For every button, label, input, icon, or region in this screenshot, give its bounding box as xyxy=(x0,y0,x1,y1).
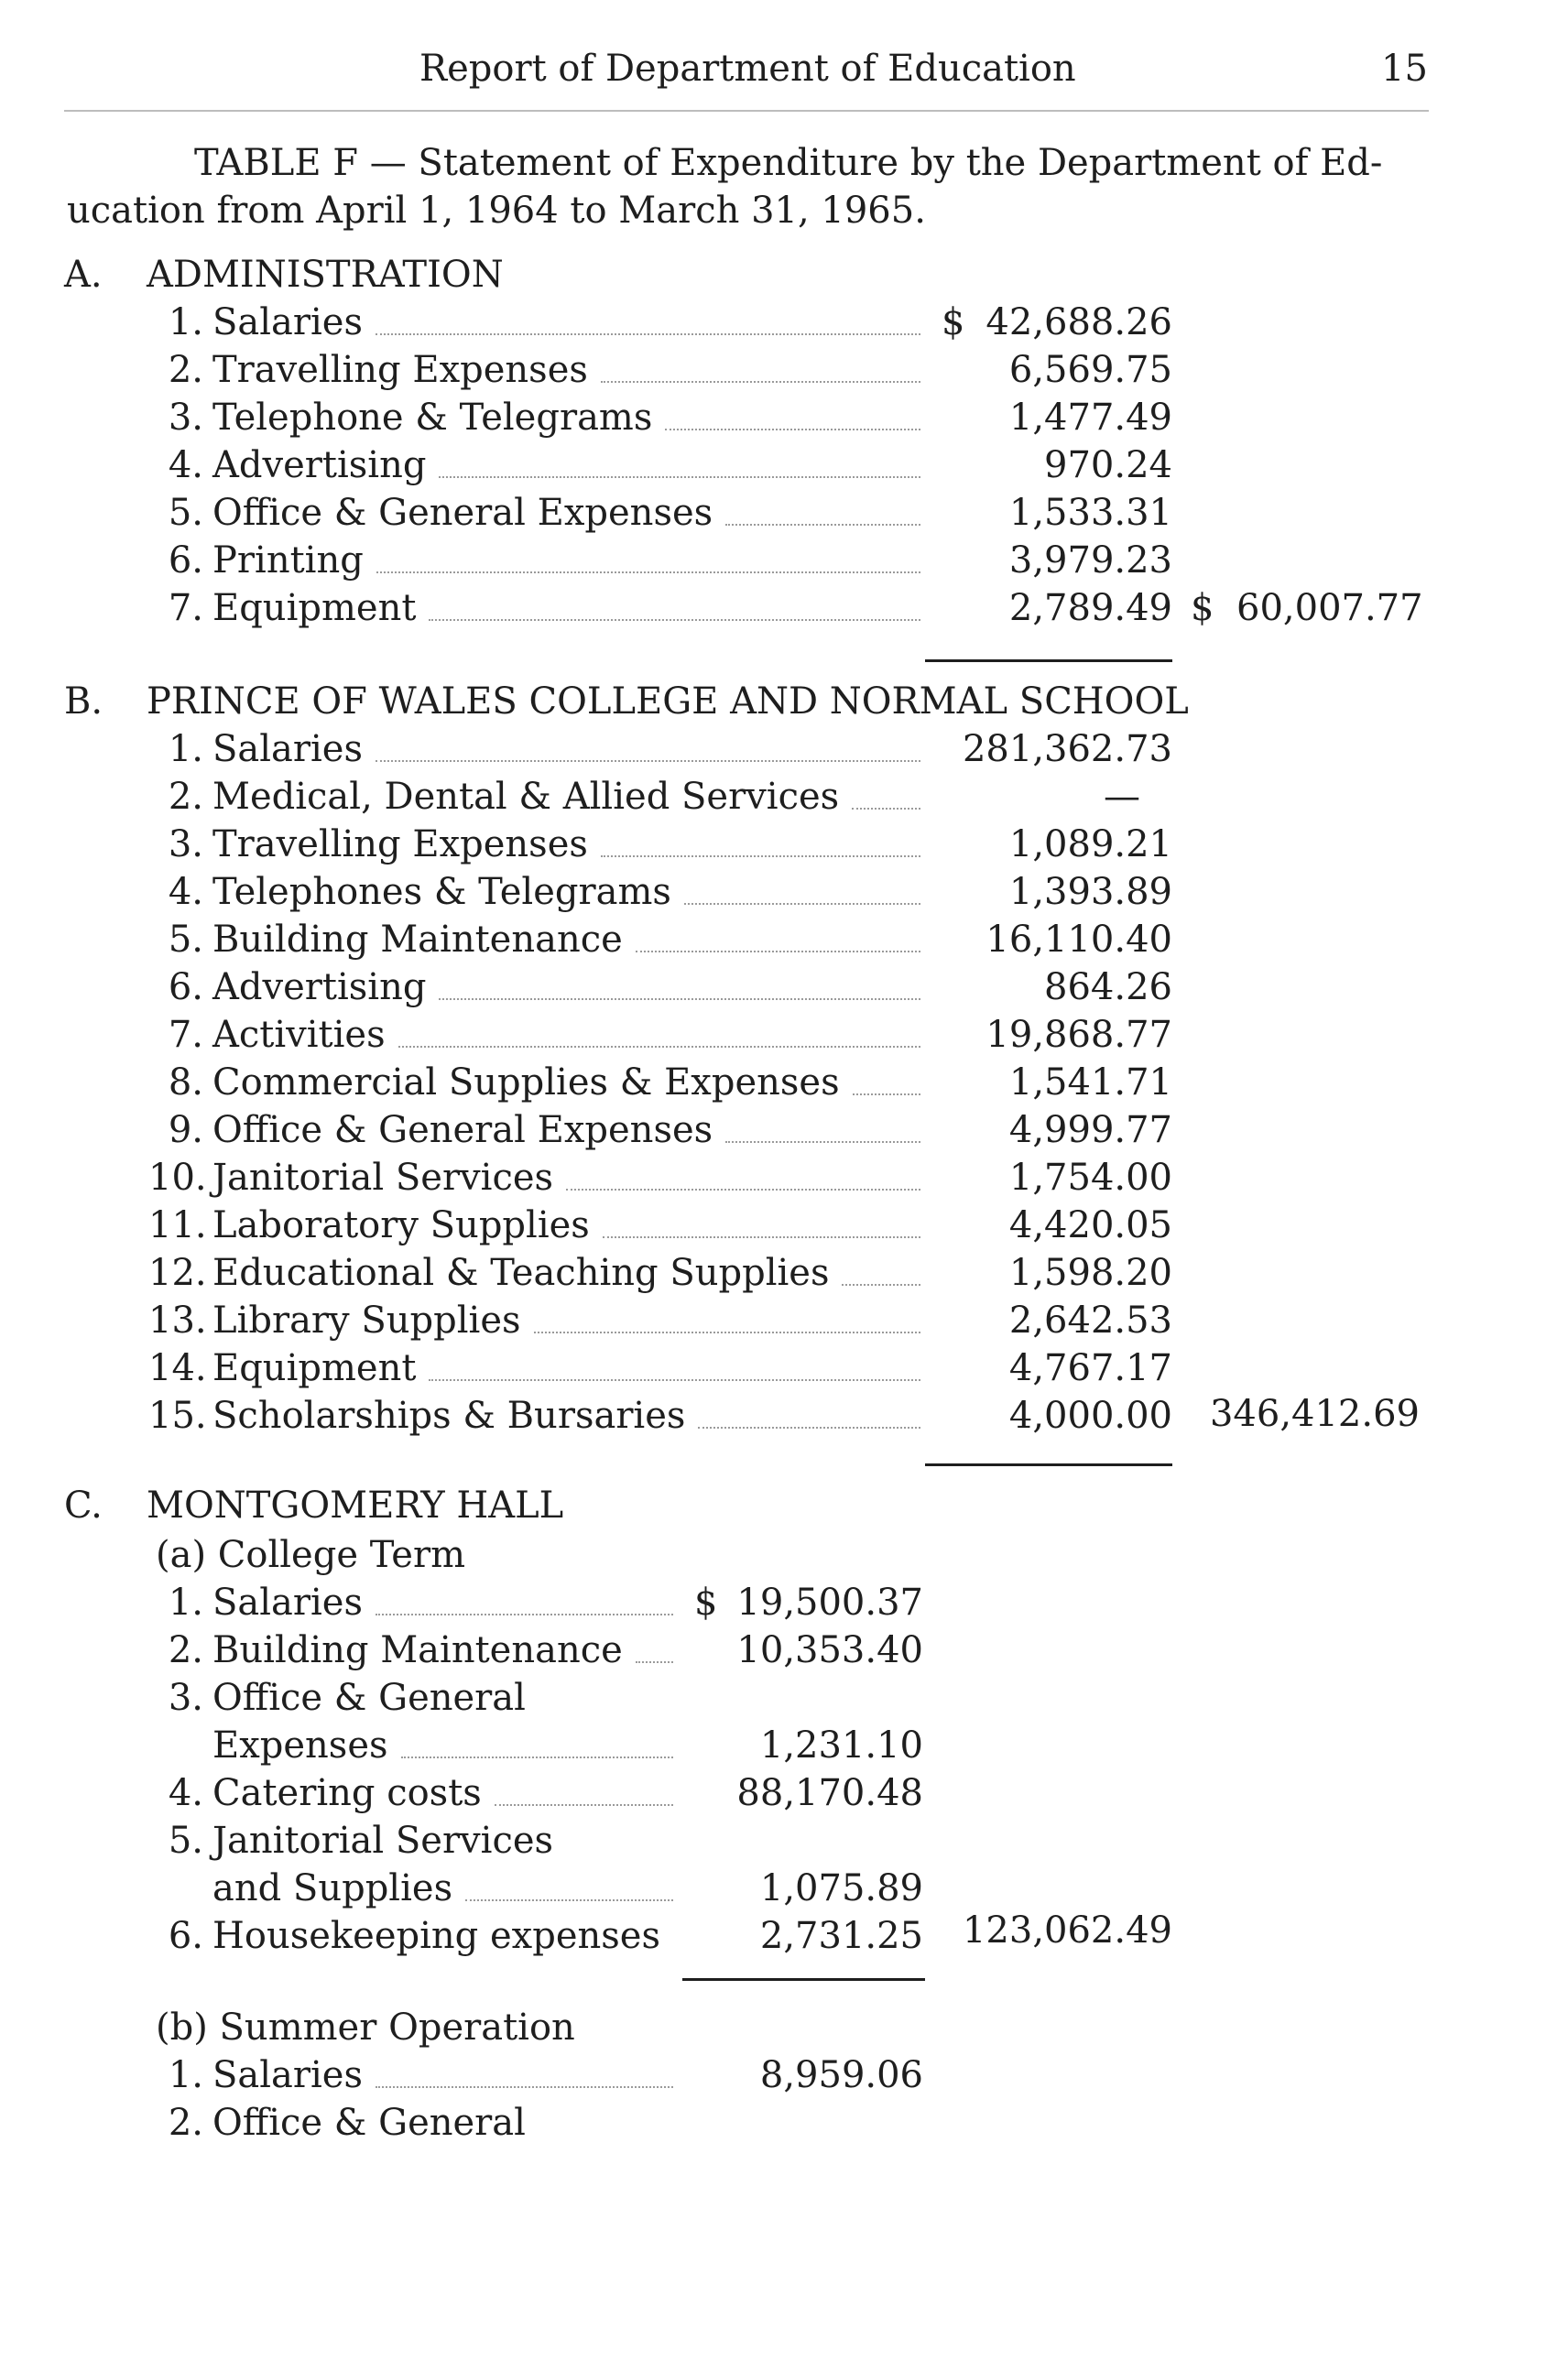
list-item xyxy=(0,346,1568,394)
section-c-sub-b-heading: (b) Summer Operation xyxy=(156,2007,575,2049)
item-number: 10. xyxy=(148,1157,207,1199)
item-number: 5. xyxy=(168,492,203,534)
item-label: Office & General xyxy=(212,1677,526,1719)
leader-dots xyxy=(398,1046,920,1048)
item-number: 3. xyxy=(168,823,203,865)
item-label: Salaries xyxy=(212,1582,364,1624)
item-amount: 970.24 xyxy=(1044,444,1172,486)
item-label: Telephones & Telegrams xyxy=(212,871,671,913)
item-number: 14. xyxy=(148,1347,207,1389)
item-amount: 4,767.17 xyxy=(1008,1347,1172,1389)
list-item-continued xyxy=(0,1722,1568,1769)
leader-dots xyxy=(439,998,920,1000)
list-item xyxy=(0,1297,1568,1344)
item-amount: 1,075.89 xyxy=(759,1867,923,1909)
item-amount: 4,420.05 xyxy=(1008,1204,1172,1246)
item-label-continued: and Supplies xyxy=(212,1867,453,1909)
leader-dots xyxy=(534,1332,920,1333)
list-item xyxy=(0,1249,1568,1297)
list-item xyxy=(0,1059,1568,1106)
item-number: 4. xyxy=(168,444,203,486)
section-b-total: 346,412.69 xyxy=(1209,1393,1420,1435)
item-amount: 1,393.89 xyxy=(1008,871,1172,913)
list-item-continued xyxy=(0,1865,1568,1912)
leader-dots xyxy=(698,1427,920,1429)
currency-sign: $ xyxy=(942,301,965,343)
list-item xyxy=(0,1202,1568,1249)
item-number: 2. xyxy=(168,349,203,391)
list-item xyxy=(0,1912,1568,1960)
item-label: Educational & Teaching Supplies xyxy=(212,1252,830,1294)
leader-dots xyxy=(636,951,920,952)
item-label: Janitorial Services xyxy=(212,1820,554,1862)
item-label: Catering costs xyxy=(212,1772,482,1814)
list-item xyxy=(0,725,1568,773)
leader-dots xyxy=(665,429,920,430)
item-amount: 2,642.53 xyxy=(1008,1300,1172,1342)
list-item xyxy=(0,537,1568,584)
item-label: Salaries xyxy=(212,301,364,343)
leader-dots xyxy=(725,524,920,526)
item-amount: 19,868.77 xyxy=(985,1014,1172,1056)
item-amount: 19,500.37 xyxy=(736,1582,923,1624)
section-b-subtotal-rule xyxy=(925,1463,1172,1466)
item-amount: 1,598.20 xyxy=(1008,1252,1172,1294)
list-item xyxy=(0,773,1568,821)
item-amount: 16,110.40 xyxy=(985,919,1172,961)
item-number: 7. xyxy=(168,587,203,629)
item-amount: 4,999.77 xyxy=(1008,1109,1172,1151)
item-label: Medical, Dental & Allied Services xyxy=(212,776,840,818)
section-c-sub-a-heading: (a) College Term xyxy=(156,1534,466,1576)
item-number: 1. xyxy=(168,2054,203,2096)
item-label: Equipment xyxy=(212,1347,417,1389)
item-amount: 1,231.10 xyxy=(759,1724,923,1767)
item-amount: 1,541.71 xyxy=(1008,1061,1172,1104)
list-item xyxy=(0,489,1568,537)
item-amount: 1,477.49 xyxy=(1008,397,1172,439)
leader-dots xyxy=(566,1189,920,1191)
item-number: 13. xyxy=(148,1300,207,1342)
leader-dots xyxy=(601,855,920,857)
leader-dots xyxy=(429,619,920,621)
leader-dots xyxy=(429,1379,920,1381)
item-label: Office & General Expenses xyxy=(212,1109,713,1151)
page-number: 15 xyxy=(1381,48,1428,90)
item-number: 12. xyxy=(148,1252,207,1294)
leader-dots xyxy=(601,381,920,383)
table-title-line2: ucation from April 1, 1964 to March 31, 1965. xyxy=(67,190,926,232)
leader-dots xyxy=(853,1093,920,1095)
item-number: 4. xyxy=(168,1772,203,1814)
item-number: 1. xyxy=(168,728,203,770)
item-label: Office & General xyxy=(212,2102,526,2144)
list-item xyxy=(0,2051,1568,2099)
section-b-heading: PRINCE OF WALES COLLEGE AND NORMAL SCHOOL xyxy=(147,680,1189,723)
item-number: 6. xyxy=(168,1915,203,1957)
leader-dots xyxy=(684,903,920,905)
list-item xyxy=(0,441,1568,489)
leader-dots xyxy=(842,1284,920,1286)
item-number: 1. xyxy=(168,1582,203,1624)
item-label: Activities xyxy=(212,1014,386,1056)
item-amount: 2,789.49 xyxy=(1008,587,1172,629)
item-number: 4. xyxy=(168,871,203,913)
item-label: Building Maintenance xyxy=(212,919,623,961)
item-amount: 3,979.23 xyxy=(1008,539,1172,582)
item-amount: 8,959.06 xyxy=(759,2054,923,2096)
leader-dots xyxy=(495,1804,673,1806)
item-label: Salaries xyxy=(212,2054,364,2096)
leader-dots xyxy=(376,571,920,573)
list-item xyxy=(0,1011,1568,1059)
item-amount: 864.26 xyxy=(1044,966,1172,1008)
item-label: Housekeeping expenses xyxy=(212,1915,660,1957)
item-amount: 1,089.21 xyxy=(1008,823,1172,865)
header-rule xyxy=(64,110,1429,112)
item-amount: 1,533.31 xyxy=(1008,492,1172,534)
list-item xyxy=(0,299,1568,346)
item-label: Building Maintenance xyxy=(212,1629,623,1671)
list-item xyxy=(0,1817,1568,1865)
item-number: 6. xyxy=(168,966,203,1008)
item-label: Advertising xyxy=(212,444,427,486)
item-number: 15. xyxy=(148,1395,207,1437)
list-item xyxy=(0,1626,1568,1674)
leader-dots xyxy=(465,1899,673,1901)
item-label-continued: Expenses xyxy=(212,1724,388,1767)
list-item xyxy=(0,963,1568,1011)
leader-dots xyxy=(636,1661,673,1663)
item-label: Equipment xyxy=(212,587,417,629)
item-amount: 4,000.00 xyxy=(1008,1395,1172,1437)
item-number: 8. xyxy=(168,1061,203,1104)
item-amount: 88,170.48 xyxy=(736,1772,923,1814)
item-number: 6. xyxy=(168,539,203,582)
list-item xyxy=(0,916,1568,963)
item-number: 1. xyxy=(168,301,203,343)
leader-dots xyxy=(725,1141,920,1143)
item-label: Commercial Supplies & Expenses xyxy=(212,1061,840,1104)
section-c-sub-a-total: 123,062.49 xyxy=(962,1909,1172,1952)
item-number: 5. xyxy=(168,1820,203,1862)
item-label: Travelling Expenses xyxy=(212,823,588,865)
leader-dots xyxy=(376,333,920,335)
list-item xyxy=(0,394,1568,441)
section-a-total: 60,007.77 xyxy=(1236,587,1423,629)
item-label: Telephone & Telegrams xyxy=(212,397,653,439)
running-header: Report of Department of Education xyxy=(419,48,1076,90)
item-label: Travelling Expenses xyxy=(212,349,588,391)
section-a-letter: A. xyxy=(64,254,103,296)
list-item xyxy=(0,1769,1568,1817)
section-a-total-currency: $ xyxy=(1191,587,1214,629)
item-number: 2. xyxy=(168,776,203,818)
leader-dots xyxy=(401,1756,673,1758)
item-number: 7. xyxy=(168,1014,203,1056)
item-amount: 6,569.75 xyxy=(1008,349,1172,391)
item-label: Library Supplies xyxy=(212,1300,521,1342)
table-title-line1: TABLE F — Statement of Expenditure by the Department of Ed- xyxy=(194,142,1383,184)
item-label: Salaries xyxy=(212,728,364,770)
section-c-sub-a-rule xyxy=(682,1978,925,1981)
item-number: 11. xyxy=(148,1204,207,1246)
section-c-heading: MONTGOMERY HALL xyxy=(147,1485,564,1527)
item-label: Advertising xyxy=(212,966,427,1008)
item-label: Laboratory Supplies xyxy=(212,1204,590,1246)
currency-sign: $ xyxy=(694,1582,718,1624)
item-number: 2. xyxy=(168,1629,203,1671)
list-item xyxy=(0,868,1568,916)
list-item xyxy=(0,1106,1568,1154)
item-label: Scholarships & Bursaries xyxy=(212,1395,686,1437)
item-number: 3. xyxy=(168,1677,203,1719)
item-label: Office & General Expenses xyxy=(212,492,713,534)
item-number: 9. xyxy=(168,1109,203,1151)
section-a-heading: ADMINISTRATION xyxy=(147,254,504,296)
item-amount: 2,731.25 xyxy=(759,1915,923,1957)
list-item xyxy=(0,821,1568,868)
list-item xyxy=(0,1674,1568,1722)
leader-dots xyxy=(439,476,920,478)
list-item xyxy=(0,2099,1568,2147)
leader-dots xyxy=(376,760,920,762)
item-number: 2. xyxy=(168,2102,203,2144)
item-label: Janitorial Services xyxy=(212,1157,554,1199)
item-amount: 42,688.26 xyxy=(985,301,1172,343)
leader-dots xyxy=(376,2086,673,2088)
leader-dots xyxy=(376,1614,673,1615)
leader-dots xyxy=(852,808,920,810)
list-item xyxy=(0,1579,1568,1626)
list-item xyxy=(0,1344,1568,1392)
list-item xyxy=(0,1154,1568,1202)
item-amount: 281,362.73 xyxy=(962,728,1172,770)
item-label: Printing xyxy=(212,539,364,582)
section-b-letter: B. xyxy=(64,680,103,723)
item-amount: 10,353.40 xyxy=(736,1629,923,1671)
item-number: 3. xyxy=(168,397,203,439)
section-c-letter: C. xyxy=(64,1485,103,1527)
section-a-subtotal-rule xyxy=(925,659,1172,662)
item-number: 5. xyxy=(168,919,203,961)
item-amount: 1,754.00 xyxy=(1008,1157,1172,1199)
item-amount: — xyxy=(1104,776,1140,818)
leader-dots xyxy=(603,1236,920,1238)
